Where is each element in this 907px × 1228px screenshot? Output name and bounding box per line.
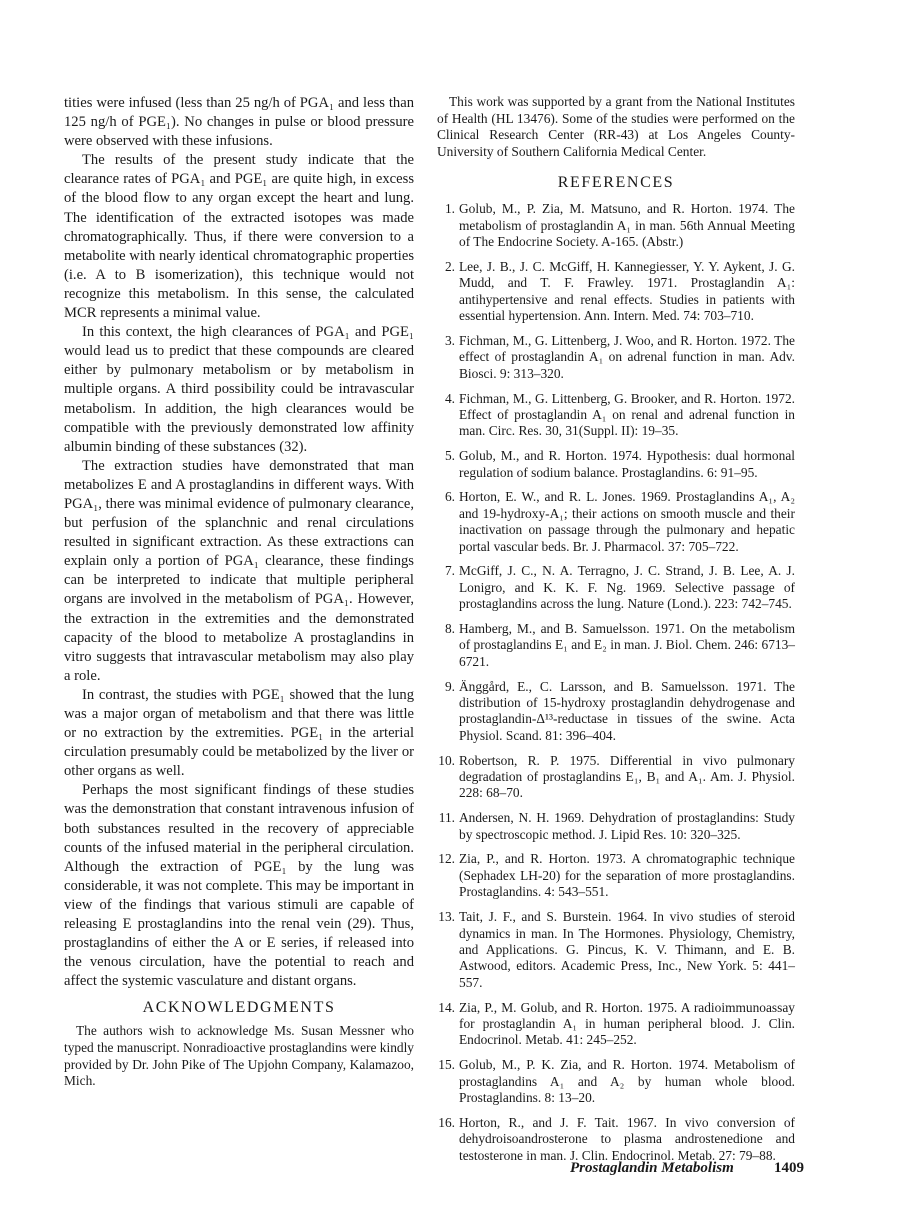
reference-number: 2.: [444, 258, 455, 274]
reference-text: Robertson, R. P. 1975. Differential in vivo pulmonary degradation of prostaglandins E₁, B₁ and A₁. Am. J. Physiol. 228: 68–70.: [459, 752, 795, 801]
reference-text: Zia, P., and R. Horton. 1973. A chromatographic technique (Sephadex LH-20) for the separation of more prostaglandins. Prostaglandins. 4: 543–551.: [459, 851, 795, 900]
reference-text: Horton, R., and J. F. Tait. 1967. In vivo conversion of dehydroisoandrosterone to plasma androstenedione and testosterone in man. J. Clin. Endocrinol. Metab. 27: 79–88.: [459, 1114, 795, 1163]
body-paragraph: In this context, the high clearances of PGA₁ and PGE₁ would lead us to predict that these compounds are cleared either by pulmonary metabolism or by metabolism in multiple organs. A third possibility could be intravascular metabolism. In addition, the high clearances would be compatible with the previously demonstrated low affinity albumin binding of these substances (32).: [64, 324, 414, 455]
reference-text: Tait, J. F., and S. Burstein. 1964. In vivo studies of steroid dynamics in man. In The Hormones. Physiology, Chemistry, and Applications. G. Pincus, K. V. Thimann, and E. B. Astwood, editors. Academic Press, Inc., New York. 5: 441–557.: [459, 909, 795, 990]
page-footer: [570, 1160, 820, 1177]
reference-number: 7.: [444, 563, 455, 579]
reference-item: [437, 259, 795, 325]
reference-item: [437, 201, 795, 250]
reference-item: [437, 1000, 795, 1049]
left-column: [64, 94, 414, 1090]
reference-number: 8.: [444, 621, 455, 637]
body-paragraph: In contrast, the studies with PGE₁ showed that the lung was a major organ of metabolism and that there was little or no extraction by the extremities. PGE₁ in the arterial circulation presumably could be metabolized by the liver or other organs as well.: [64, 686, 414, 780]
reference-text: McGiff, J. C., N. A. Terragno, J. C. Strand, J. B. Lee, A. J. Lonigro, and K. K. F. Ng. 1969. Selective passage of prostaglandins across the lung. Nature (Lond.). 223: 742–745.: [459, 563, 795, 612]
running-title: Prostaglandin Metabolism: [570, 1160, 734, 1176]
reference-item: [437, 489, 795, 555]
acknowledgments-heading: ACKNOWLEDGMENTS: [142, 999, 336, 1017]
page-number: 1409: [774, 1160, 804, 1176]
funding-statement: This work was supported by a grant from the National Institutes of Health (HL 13476). Some of the studies were performed on the Clinical Research Center (RR-43) at Los Angeles County-University of Southern California Medical Center.: [437, 94, 795, 159]
reference-number: 1.: [444, 201, 455, 217]
reference-number: 9.: [444, 678, 455, 694]
reference-text: Golub, M., P. K. Zia, and R. Horton. 1974. Metabolism of prostaglandins A₁ and A₂ by human whole blood. Prostaglandins. 8: 13–20.: [459, 1057, 795, 1105]
reference-item: [437, 810, 795, 843]
reference-number: 11.: [438, 810, 455, 826]
acknowledgments-text: The authors wish to acknowledge Ms. Susan Messner who typed the manuscript. Nonradioactive prostaglandins were kindly provided by Dr. John Pike of The Upjohn Company, Kalamazoo, Mich.: [64, 1023, 414, 1089]
reference-text: Andersen, N. H. 1969. Dehydration of prostaglandins: Study by spectroscopic method. J. Lipid Res. 10: 320–325.: [459, 810, 795, 842]
reference-item: [437, 679, 795, 745]
reference-list: [437, 201, 795, 1164]
reference-number: 14.: [438, 999, 455, 1015]
reference-text: Änggård, E., C. Larsson, and B. Samuelsson. 1971. The distribution of 15-hydroxy prostaglandin dehydrogenase and prostaglandin-Δ¹³-reductase in tissues of the swine. Acta Physiol. Scand. 81: 396–404.: [459, 678, 795, 743]
references-heading: REFERENCES: [557, 174, 675, 192]
right-column: [437, 94, 795, 1172]
reference-item: [437, 753, 795, 802]
reference-number: 3.: [444, 333, 455, 348]
reference-number: 5.: [444, 448, 455, 464]
body-paragraph: Perhaps the most significant findings of these studies was the demonstration that constant intravenous infusion of both substances resulted in the recovery of appreciable counts of the infused material in the peripheral circulation. Although the extraction of PGE₁ by the lung was considerable, it was not complete. This may be important in view of the findings that various stimuli are capable of releasing E prostaglandins into the renal vein (29). Thus, prostaglandins of either the A or E series, if released into the venous circulation, have the potential to reach and affect the systemic vasculature and distant organs.: [64, 782, 414, 990]
reference-item: [437, 448, 795, 481]
reference-text: Golub, M., and R. Horton. 1974. Hypothesis: dual hormonal regulation of sodium balance. Prostaglandins. 6: 91–95.: [459, 448, 795, 480]
reference-text: Zia, P., M. Golub, and R. Horton. 1975. A radioimmunoassay for prostaglandin A₁ in human peripheral blood. J. Clin. Endocrinol. Metab. 41: 245–252.: [459, 999, 795, 1048]
body-paragraph: The results of the present study indicate that the clearance rates of PGA₁ and PGE₁ are quite high, in excess of the blood flow to any organ except the heart and lung. The identification of the extracted isotopes was made chromatographically. Thus, if there were conversion to a metabolite with nearly identical chromatographic properties (i.e. A to B isomerization), this technique would not recognize this metabolism. In this sense, the calculated MCR represents a minimal value.: [64, 152, 414, 322]
reference-item: [437, 851, 795, 900]
reference-number: 16.: [438, 1114, 455, 1130]
body-paragraph: The extraction studies have demonstrated that man metabolizes E and A prostaglandins in different ways. With PGA₁, there was minimal evidence of pulmonary clearance, but perfusion of the splanchnic and renal circulations resulted in significant extraction. As these extractions can explain only a portion of PGA₁ clearance, these findings can be interpreted to indicate that multiple peripheral organs are involved in the metabolism of PGA₁. However, the extraction in the extremities and the demonstrated capacity of the blood to metabolize A prostaglandins in vitro suggests that intravascular metabolism may also play a role.: [64, 457, 414, 684]
reference-item: [437, 1057, 795, 1106]
reference-number: 10.: [438, 752, 455, 768]
reference-number: 13.: [438, 909, 455, 925]
reference-text: Horton, E. W., and R. L. Jones. 1969. Prostaglandins A₁, A₂ and 19-hydroxy-A₁; their actions on smooth muscle and their inactivation on passage through the pulmonary and hepatic portal vascular beds. Br. J. Pharmacol. 37: 705–722.: [459, 489, 795, 554]
reference-item: [437, 333, 795, 382]
reference-text: Golub, M., P. Zia, M. Matsuno, and R. Horton. 1974. The metabolism of prostaglandin A₁ in man. 56th Annual Meeting of The Endocrine Society. A-165. (Abstr.): [459, 201, 795, 250]
reference-item: [437, 1115, 795, 1164]
reference-item: [437, 563, 795, 612]
reference-number: 4.: [444, 390, 455, 406]
reference-number: 15.: [438, 1057, 455, 1073]
reference-number: 6.: [444, 489, 455, 505]
reference-item: [437, 621, 795, 670]
reference-item: [437, 391, 795, 440]
reference-text: Lee, J. B., J. C. McGiff, H. Kannegiesser, Y. Y. Aykent, J. G. Mudd, and T. F. Frawley. 1971. Prostaglandin A₁: antihypertensive and renal effects. Studies in patients with essential hypertension. Ann. Intern. Med. 74: 703–710.: [459, 258, 795, 324]
reference-number: 12.: [438, 851, 455, 867]
reference-item: [437, 909, 795, 991]
reference-text: Fichman, M., G. Littenberg, J. Woo, and R. Horton. 1972. The effect of prostaglandin A₁ on adrenal function in man. Adv. Biosci. 9: 313–320.: [459, 333, 795, 381]
reference-text: Hamberg, M., and B. Samuelsson. 1971. On the metabolism of prostaglandins E₁ and E₂ in man. J. Biol. Chem. 246: 6713–6721.: [459, 621, 795, 669]
body-paragraph: tities were infused (less than 25 ng/h of PGA₁ and less than 125 ng/h of PGE₁). No changes in pulse or blood pressure were observed with these infusions.: [64, 95, 414, 150]
reference-text: Fichman, M., G. Littenberg, G. Brooker, and R. Horton. 1972. Effect of prostaglandin A₁ on renal and adrenal function in man. Circ. Res. 30, 31(Suppl. II): 19–35.: [459, 390, 795, 439]
